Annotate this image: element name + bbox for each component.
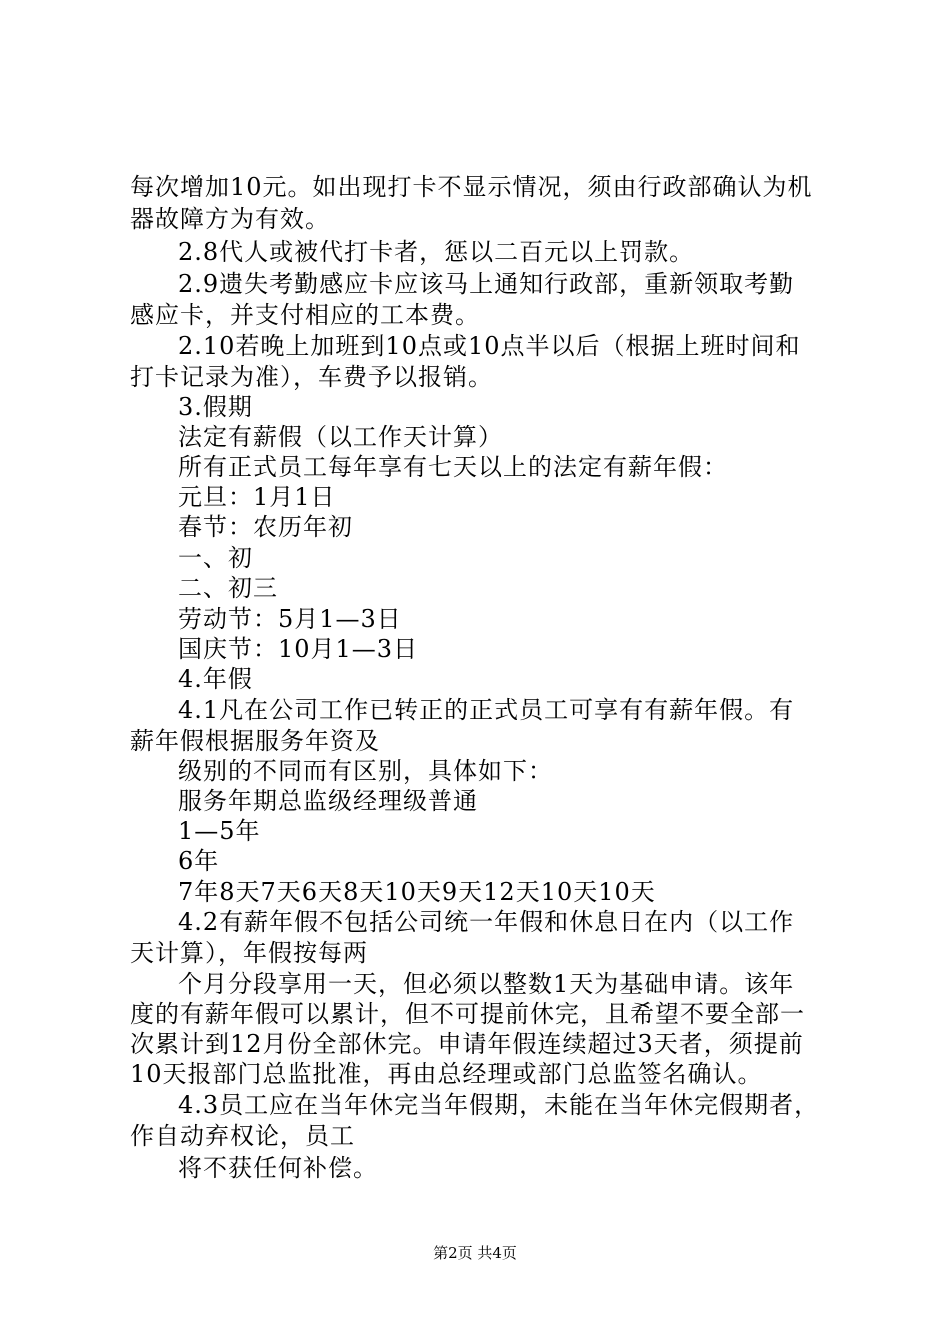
text-line: 3.假期 [178,393,253,421]
text-line: 4.2有薪年假不包括公司统一年假和休息日在内（以工作 [178,908,795,936]
text-line: 所有正式员工每年享有七天以上的法定有薪年假： [178,453,728,481]
text-line: 级别的不同而有区别，具体如下： [178,757,553,785]
text-line: 度的有薪年假可以累计，但不可提前休完，且希望不要全部一 [130,1000,805,1028]
text-line: 天计算），年假按每两 [130,939,368,967]
page-number-footer: 第2页 共4页 [433,1244,517,1262]
text-line: 将不获任何补偿。 [178,1154,378,1182]
text-line: 2.10若晚上加班到10点或10点半以后（根据上班时间和 [178,332,801,360]
text-line: 2.8代人或被代打卡者，惩以二百元以上罚款。 [178,238,695,266]
text-line: 一、初 [178,544,253,572]
text-line: 每次增加10元。如出现打卡不显示情况，须由行政部确认为机 [130,173,813,201]
text-line: 二、初三 [178,574,278,602]
text-line: 劳动节：5月1—3日 [178,605,402,633]
text-line: 作自动弃权论，员工 [130,1122,355,1150]
text-line: 法定有薪假（以工作天计算） [178,423,503,451]
text-line: 1—5年 [178,817,261,845]
text-line: 个月分段享用一天，但必须以整数1天为基础申请。该年 [178,970,795,998]
text-line: 国庆节：10月1—3日 [178,635,419,663]
text-line: 4.年假 [178,665,253,693]
text-line: 薪年假根据服务年资及 [130,727,380,755]
text-line: 感应卡，并支付相应的工本费。 [130,301,480,329]
text-line: 4.1凡在公司工作已转正的正式员工可享有有薪年假。有 [178,696,795,724]
text-line: 春节：农历年初 [178,513,353,541]
text-line: 10天报部门总监批准，再由总经理或部门总监签名确认。 [130,1060,763,1088]
text-line: 服务年期总监级经理级普通 [178,787,478,815]
text-line: 元旦：1月1日 [178,483,336,511]
text-line: 2.9遗失考勤感应卡应该马上通知行政部，重新领取考勤 [178,270,795,298]
text-line: 打卡记录为准），车费予以报销。 [130,363,493,391]
text-line: 器故障方为有效。 [130,205,330,233]
text-line: 6年 [178,847,220,875]
text-line: 4.3员工应在当年休完当年假期，未能在当年休完假期者， [178,1091,820,1119]
text-line: 7年8天7天6天8天10天9天12天10天10天 [178,878,656,906]
text-line: 次累计到12月份全部休完。申请年假连续超过3天者，须提前 [130,1030,804,1058]
